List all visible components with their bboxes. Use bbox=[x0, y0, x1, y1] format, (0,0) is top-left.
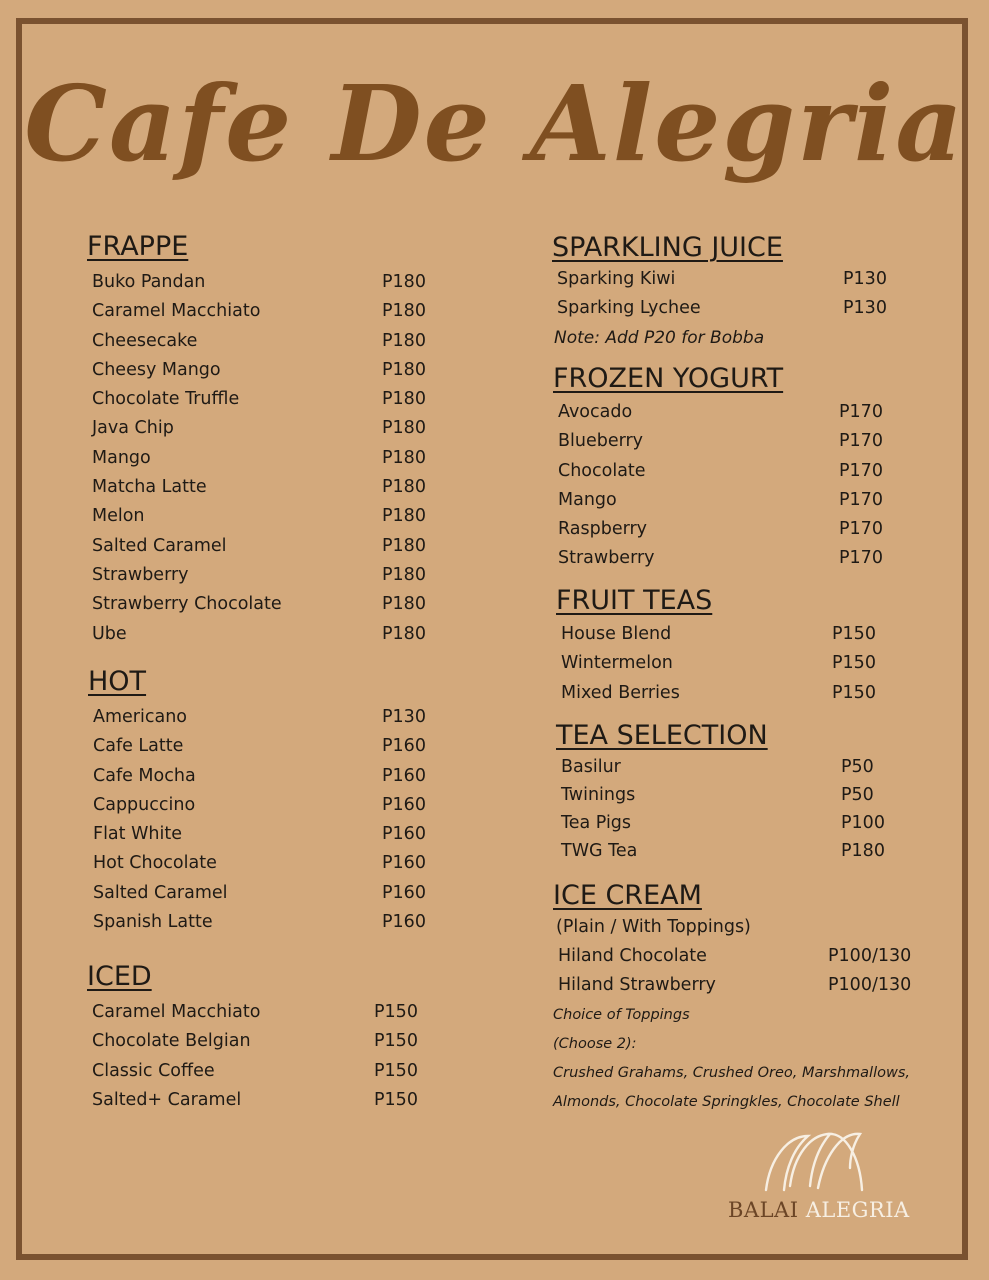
item-name: Chocolate bbox=[558, 460, 646, 481]
menu-item-row bbox=[87, 473, 447, 502]
menu-item-row bbox=[87, 414, 447, 443]
item-price: P170 bbox=[839, 402, 883, 422]
item-name: TWG Tea bbox=[561, 841, 638, 861]
logo-word-balai: BALAI bbox=[728, 1198, 799, 1222]
item-name: Twinings bbox=[561, 785, 636, 805]
menu-item-row bbox=[88, 908, 448, 937]
item-price: P160 bbox=[382, 882, 426, 903]
menu-item-row bbox=[87, 444, 447, 473]
menu-item-row bbox=[553, 971, 933, 1000]
menu-item-row bbox=[88, 820, 448, 849]
item-price: P170 bbox=[839, 548, 883, 569]
menu-item-row bbox=[87, 385, 447, 414]
item-list bbox=[552, 265, 912, 324]
item-name: Hiland Chocolate bbox=[558, 946, 707, 966]
item-price: P150 bbox=[832, 624, 876, 644]
menu-item-row bbox=[553, 544, 913, 573]
item-price: P130 bbox=[843, 269, 887, 289]
item-price: P160 bbox=[382, 824, 426, 845]
menu-item-row bbox=[556, 679, 916, 708]
menu-item-row bbox=[556, 809, 916, 837]
item-name: Raspberry bbox=[558, 519, 648, 540]
section-title: FROZEN YOGURT bbox=[553, 363, 784, 394]
item-price: P50 bbox=[841, 785, 874, 805]
section-iced bbox=[87, 960, 447, 1115]
item-name: Mango bbox=[558, 489, 617, 510]
item-name: Hiland Strawberry bbox=[558, 975, 716, 996]
section-title: ICE CREAM bbox=[553, 880, 702, 911]
item-price: P150 bbox=[832, 682, 876, 703]
toppings-line-1: Crushed Grahams, Crushed Oreo, Marshmallows, bbox=[553, 1064, 911, 1081]
item-name: Caramel Macchiato bbox=[92, 1002, 261, 1022]
menu-item-row bbox=[556, 620, 916, 649]
section-ice-cream bbox=[553, 879, 933, 1117]
item-price: P100/130 bbox=[828, 946, 912, 966]
item-name: Tea Pigs bbox=[561, 813, 632, 833]
menu-item-row bbox=[556, 781, 916, 809]
item-name: Mango bbox=[92, 447, 151, 468]
item-name: Spanish Latte bbox=[93, 912, 213, 933]
item-price: P170 bbox=[839, 431, 883, 452]
item-price: P180 bbox=[841, 841, 885, 861]
menu-item-row bbox=[553, 427, 913, 456]
item-name: House Blend bbox=[561, 624, 672, 644]
bobba-note: Note: Add P20 for Bobba bbox=[554, 327, 765, 348]
section-frozen-yogurt bbox=[553, 362, 913, 574]
item-price: P180 bbox=[382, 272, 426, 292]
item-price: P150 bbox=[374, 1060, 418, 1081]
item-price: P180 bbox=[382, 301, 426, 322]
item-name: Cheesecake bbox=[92, 330, 198, 351]
menu-item-row bbox=[552, 294, 912, 323]
menu-item-row bbox=[87, 620, 447, 649]
item-price: P180 bbox=[382, 447, 426, 468]
section-fruit-teas bbox=[556, 584, 916, 708]
item-price: P100 bbox=[841, 813, 885, 833]
item-name: Avocado bbox=[558, 402, 633, 422]
ice-cream-subtitle: (Plain / With Toppings) bbox=[556, 917, 751, 937]
item-name: Mixed Berries bbox=[561, 682, 680, 703]
item-name: Chocolate Truffle bbox=[92, 389, 240, 410]
item-price: P180 bbox=[382, 623, 426, 644]
section-title: HOT bbox=[88, 666, 147, 697]
menu-item-row bbox=[556, 837, 916, 865]
item-name: Caramel Macchiato bbox=[92, 301, 261, 322]
menu-item-row bbox=[88, 791, 448, 820]
item-name: Java Chip bbox=[92, 418, 174, 439]
menu-item-row bbox=[87, 502, 447, 531]
section-title: ICED bbox=[87, 961, 152, 992]
item-price: P170 bbox=[839, 460, 883, 481]
menu-item-row bbox=[88, 703, 448, 732]
section-hot bbox=[88, 665, 448, 937]
toppings-label: Choice of Toppings bbox=[553, 1006, 690, 1023]
item-list bbox=[556, 620, 916, 708]
menu-item-row bbox=[87, 356, 447, 385]
item-name: Strawberry bbox=[92, 564, 189, 585]
item-name: Salted Caramel bbox=[93, 882, 228, 903]
logo-text bbox=[728, 1198, 918, 1222]
item-name: Strawberry Chocolate bbox=[92, 594, 282, 615]
item-price: P180 bbox=[382, 359, 426, 380]
menu-item-row bbox=[556, 649, 916, 678]
item-name: Salted Caramel bbox=[92, 535, 227, 556]
item-name: Melon bbox=[92, 506, 145, 527]
section-title: TEA SELECTION bbox=[556, 720, 768, 751]
menu-item-row bbox=[87, 268, 447, 297]
menu-item-row bbox=[88, 879, 448, 908]
item-name: Hot Chocolate bbox=[93, 853, 217, 874]
section-sparkling-juice bbox=[552, 231, 912, 353]
item-price: P150 bbox=[374, 1089, 418, 1110]
item-price: P180 bbox=[382, 594, 426, 615]
item-name: Matcha Latte bbox=[92, 477, 207, 498]
item-price: P130 bbox=[843, 298, 887, 319]
item-list bbox=[87, 268, 447, 649]
item-price: P160 bbox=[382, 853, 426, 874]
item-price: P150 bbox=[374, 1002, 418, 1022]
item-price: P100/130 bbox=[828, 975, 912, 996]
item-price: P160 bbox=[382, 912, 426, 933]
menu-item-row bbox=[553, 942, 933, 971]
item-name: Strawberry bbox=[558, 548, 655, 569]
section-title: FRAPPE bbox=[87, 231, 189, 262]
item-price: P160 bbox=[382, 794, 426, 815]
menu-item-row bbox=[87, 561, 447, 590]
item-name: Basilur bbox=[561, 757, 621, 777]
menu-title: Cafe De Alegria bbox=[24, 62, 965, 185]
menu-item-row bbox=[88, 849, 448, 878]
item-name: Chocolate Belgian bbox=[92, 1031, 251, 1052]
item-list bbox=[87, 998, 447, 1115]
item-list bbox=[553, 942, 933, 1001]
logo-word-alegria: ALEGRIA bbox=[805, 1198, 910, 1222]
item-price: P150 bbox=[374, 1031, 418, 1052]
item-name: Americano bbox=[93, 707, 187, 727]
menu-item-row bbox=[553, 398, 913, 427]
item-name: Sparking Kiwi bbox=[557, 269, 676, 289]
section-title: SPARKLING JUICE bbox=[552, 232, 783, 263]
item-list bbox=[88, 703, 448, 937]
item-name: Buko Pandan bbox=[92, 272, 206, 292]
menu-item-row bbox=[87, 1086, 447, 1115]
item-name: Salted+ Caramel bbox=[92, 1089, 242, 1110]
toppings-line-2: Almonds, Chocolate Springkles, Chocolate Shell bbox=[553, 1093, 900, 1110]
item-name: Flat White bbox=[93, 824, 182, 845]
item-price: P180 bbox=[382, 330, 426, 351]
menu-item-row bbox=[553, 457, 913, 486]
item-name: Sparking Lychee bbox=[557, 298, 701, 319]
hills-arch-logo-icon bbox=[728, 1128, 918, 1198]
section-tea-selection bbox=[556, 719, 916, 865]
item-name: Cafe Mocha bbox=[93, 765, 196, 786]
item-price: P170 bbox=[839, 489, 883, 510]
item-price: P180 bbox=[382, 564, 426, 585]
item-price: P180 bbox=[382, 506, 426, 527]
item-price: P170 bbox=[839, 519, 883, 540]
item-name: Cheesy Mango bbox=[92, 359, 221, 380]
item-price: P50 bbox=[841, 757, 874, 777]
section-frappe bbox=[87, 230, 447, 649]
menu-item-row bbox=[88, 732, 448, 761]
menu-item-row bbox=[553, 486, 913, 515]
menu-item-row bbox=[87, 590, 447, 619]
item-name: Blueberry bbox=[558, 431, 644, 452]
item-name: Wintermelon bbox=[561, 653, 673, 674]
menu-item-row bbox=[556, 753, 916, 781]
item-name: Classic Coffee bbox=[92, 1060, 215, 1081]
item-name: Cafe Latte bbox=[93, 736, 184, 757]
item-price: P150 bbox=[832, 653, 876, 674]
menu-item-row bbox=[87, 1027, 447, 1056]
section-title: FRUIT TEAS bbox=[556, 585, 713, 616]
menu-item-row bbox=[87, 1057, 447, 1086]
item-price: P180 bbox=[382, 535, 426, 556]
item-list bbox=[553, 398, 913, 574]
item-price: P180 bbox=[382, 389, 426, 410]
item-price: P180 bbox=[382, 418, 426, 439]
balai-alegria-logo bbox=[728, 1128, 918, 1228]
menu-item-row bbox=[553, 515, 913, 544]
item-list bbox=[556, 753, 916, 865]
menu-item-row bbox=[88, 762, 448, 791]
menu-item-row bbox=[87, 327, 447, 356]
item-name: Cappuccino bbox=[93, 794, 196, 815]
menu-item-row bbox=[87, 297, 447, 326]
item-price: P180 bbox=[382, 477, 426, 498]
item-price: P160 bbox=[382, 736, 426, 757]
item-name: Ube bbox=[92, 623, 127, 644]
item-price: P160 bbox=[382, 765, 426, 786]
menu-item-row bbox=[87, 532, 447, 561]
menu-item-row bbox=[87, 998, 447, 1027]
item-price: P130 bbox=[382, 707, 426, 727]
menu-item-row bbox=[552, 265, 912, 294]
toppings-choose: (Choose 2): bbox=[553, 1035, 637, 1052]
